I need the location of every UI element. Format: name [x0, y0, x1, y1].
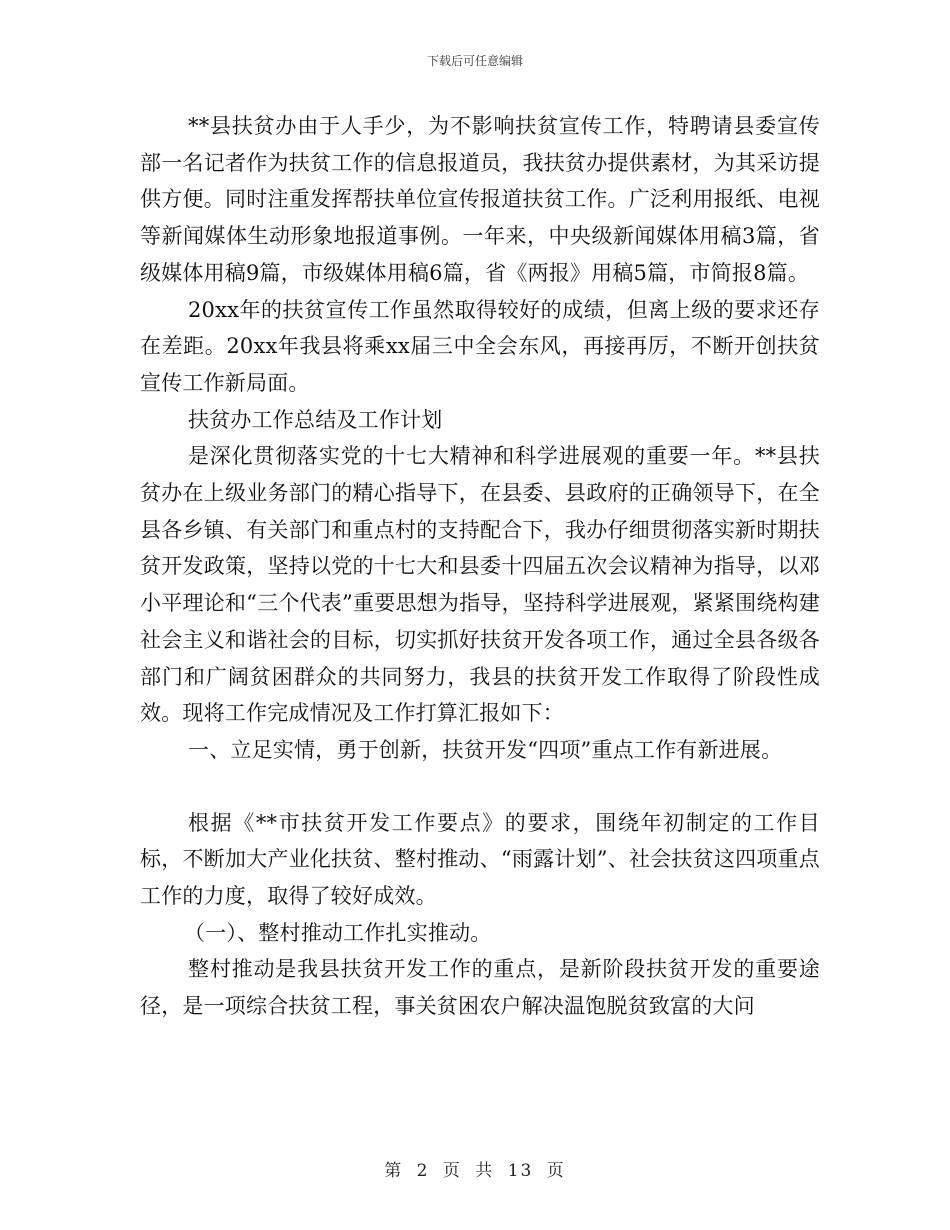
page-number: 第 2 页 共 13 页: [384, 1161, 566, 1181]
heading-key-work-progress: 一、立足实情，勇于创新，扶贫开发“四项”重点工作有新进展。: [188, 737, 783, 762]
paragraph-publicity-work: **县扶贫办由于人手少，为不影响扶贫宣传工作，特聘请县委宣传部一名记者作为扶贫工作的信息报道员，我扶贫办提供素材，为其采访提供方便。同时注重发挥帮扶单位宣传报道扶贫工作。广泛利用报纸、电视等新闻媒体生动形象地报道事例。一年来，中央级新闻媒体用稿3篇，省级媒体用稿9篇，市级媒体用稿6篇，省《两报》用稿5篇，市简报8篇。: [140, 114, 820, 285]
paragraph-whole-village: 整村推动是我县扶贫开发工作的重点，是新阶段扶贫开发的重要途径，是一项综合扶贫工程，事关贫困农户解决温饱脱贫致富的大问: [140, 957, 820, 1019]
subheading-whole-village: （一）、整村推动工作扎实推动。: [184, 920, 492, 945]
page-header: 下载后可任意编辑: [426, 54, 523, 68]
section-title: 扶贫办工作总结及工作计划: [188, 407, 443, 432]
paragraph-annual-overview: 是深化贯彻落实党的十七大精神和科学进展观的重要一年。**县扶贫办在上级业务部门的精心指导下，在县委、县政府的正确领导下，在全县各乡镇、有关部门和重点村的支持配合下，我办仔细贯彻落实新时期扶贫开发政策，坚持以党的十七大和县委十四届五次会议精神为指导，以邓小平理论和“三个代表”重要思想为指导，坚持科学进展观，紧紧围绕构建社会主义和谐社会的目标，切实抓好扶贫开发各项工作，通过全县各级各部门和广阔贫困群众的共同努力，我县的扶贫开发工作取得了阶段性成效。现将工作完成情况及工作打算汇报如下：: [140, 444, 820, 726]
paragraph-key-work-details: 根据《**市扶贫开发工作要点》的要求，围绕年初制定的工作目标，不断加大产业化扶贫、整村推动、“雨露计划”、社会扶贫这四项重点工作的力度，取得了较好成效。: [140, 810, 820, 909]
document-body: [140, 108, 820, 1025]
paragraph-publicity-gap: 20xx年的扶贫宣传工作虽然取得较好的成绩，但离上级的要求还存在差距。20xx年我县将乘xx届三中全会东风，再接再厉，不断开创扶贫宣传工作新局面。: [140, 297, 820, 395]
